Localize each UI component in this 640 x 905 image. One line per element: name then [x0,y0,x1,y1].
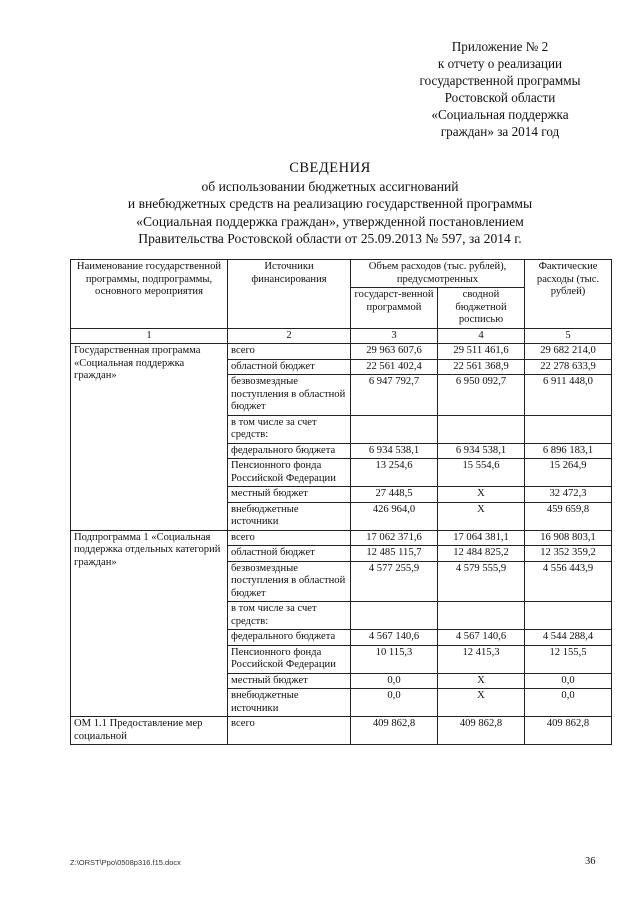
header-sources: Источники финансирования [228,260,351,329]
column-number: 2 [228,328,351,344]
actual-amount-cell: 12 352 359,2 [525,546,612,562]
actual-amount-cell [525,602,612,630]
source-cell: всего [228,344,351,360]
actual-amount-cell: 22 278 633,9 [525,359,612,375]
actual-amount-cell: 12 155,5 [525,645,612,673]
source-cell: всего [228,530,351,546]
actual-amount-cell: 6 896 183,1 [525,443,612,459]
budget-amount-cell: 409 862,8 [438,717,525,745]
document-title [70,160,590,248]
program-amount-cell: 29 963 607,6 [351,344,438,360]
header-planned-budget: сводной бюджетной росписью [438,288,525,329]
budget-amount-cell: 12 415,3 [438,645,525,673]
appendix-line: Приложение № 2 [451,39,549,54]
title-line: об использовании бюджетных ассигнований [201,178,459,194]
actual-amount-cell: 409 862,8 [525,717,612,745]
budget-amount-cell: 12 484 825,2 [438,546,525,562]
source-cell: в том числе за счет средств: [228,415,351,443]
source-cell: внебюджетные источники [228,689,351,717]
budget-amount-cell: 17 064 381,1 [438,530,525,546]
actual-amount-cell: 459 659,8 [525,502,612,530]
program-amount-cell: 4 567 140,6 [351,630,438,646]
program-name-cell: Государственная программа «Социальная поддержка граждан» [71,344,228,531]
budget-amount-cell: Х [438,673,525,689]
program-amount-cell: 12 485 115,7 [351,546,438,562]
source-cell: в том числе за счет средств: [228,602,351,630]
table-body [71,344,612,745]
column-number: 4 [438,328,525,344]
actual-amount-cell: 0,0 [525,689,612,717]
source-cell: всего [228,717,351,745]
appendix-line: к отчету о реализации [437,56,563,71]
budget-amount-cell: 6 934 538,1 [438,443,525,459]
budget-amount-cell: 15 554,6 [438,459,525,487]
appendix-line: государственной программы [419,73,581,88]
page-number: 36 [585,856,596,867]
actual-amount-cell: 29 682 214,0 [525,344,612,360]
header-actual: Фактические расходы (тыс. рублей) [525,260,612,329]
footer-file-path: Z:\ORST\Ppo\0508p316.f15.docx [70,858,181,867]
program-amount-cell: 6 947 792,7 [351,375,438,416]
budget-amount-cell: Х [438,487,525,503]
program-name-cell: Подпрограмма 1 «Социальная поддержка отдельных категорий граждан» [71,530,228,717]
title-line: и внебюджетных средств на реализацию государственной программы [127,196,533,211]
source-cell: областной бюджет [228,359,351,375]
table-row [71,717,612,745]
actual-amount-cell: 15 264,9 [525,459,612,487]
program-amount-cell: 10 115,3 [351,645,438,673]
program-amount-cell: 426 964,0 [351,502,438,530]
budget-amount-cell: 6 950 092,7 [438,375,525,416]
actual-amount-cell: 4 556 443,9 [525,561,612,602]
program-amount-cell: 409 862,8 [351,717,438,745]
source-cell: Пенсионного фонда Российской Федерации [228,459,351,487]
program-amount-cell: 13 254,6 [351,459,438,487]
source-cell: местный бюджет [228,487,351,503]
program-amount-cell: 0,0 [351,673,438,689]
program-amount-cell: 17 062 371,6 [351,530,438,546]
program-amount-cell: 22 561 402,4 [351,359,438,375]
source-cell: федерального бюджета [228,443,351,459]
title-line: «Социальная поддержка граждан», утвержденной постановлением [136,213,524,229]
appendix-line: граждан» за 2014 год [440,124,560,139]
title-line: Правительства Ростовской области от 25.09.2013 № 597, за 2014 г. [138,231,522,246]
header-planned-program: государст-венной программой [351,288,438,329]
column-number: 3 [351,328,438,344]
program-amount-cell: 27 448,5 [351,487,438,503]
program-name-cell: ОМ 1.1 Предоставление мер социальной [71,717,228,745]
actual-amount-cell: 0,0 [525,673,612,689]
actual-amount-cell: 16 908 803,1 [525,530,612,546]
source-cell: безвозмездные поступления в областной бюджет [228,375,351,416]
program-amount-cell: 6 934 538,1 [351,443,438,459]
source-cell: безвозмездные поступления в областной бюджет [228,561,351,602]
actual-amount-cell: 4 544 288,4 [525,630,612,646]
program-amount-cell: 0,0 [351,689,438,717]
actual-amount-cell: 6 911 448,0 [525,375,612,416]
budget-amount-cell: Х [438,689,525,717]
program-amount-cell: 4 577 255,9 [351,561,438,602]
column-number: 5 [525,328,612,344]
program-amount-cell [351,415,438,443]
source-cell: федерального бюджета [228,630,351,646]
budget-amount-cell: 29 511 461,6 [438,344,525,360]
budget-amount-cell [438,602,525,630]
source-cell: Пенсионного фонда Российской Федерации [228,645,351,673]
appendix-line: Ростовской области [444,90,556,105]
budget-amount-cell: Х [438,502,525,530]
table-row [71,530,612,546]
actual-amount-cell [525,415,612,443]
budget-amount-cell: 4 567 140,6 [438,630,525,646]
budget-amount-cell: 22 561 368,9 [438,359,525,375]
budget-amount-cell [438,415,525,443]
header-name: Наименование государственной программы, подпрограммы, основного мероприятия [71,260,228,329]
budget-amount-cell: 4 579 555,9 [438,561,525,602]
source-cell: местный бюджет [228,673,351,689]
appendix-block [380,38,620,140]
source-cell: внебюджетные источники [228,502,351,530]
table-row [71,344,612,360]
title-heading: СВЕДЕНИЯ [289,160,371,176]
expenditure-table [70,259,612,745]
source-cell: областной бюджет [228,546,351,562]
column-number: 1 [71,328,228,344]
appendix-line: «Социальная поддержка [431,107,569,122]
actual-amount-cell: 32 472,3 [525,487,612,503]
header-planned: Объем расходов (тыс. рублей), предусмотренных [351,260,525,288]
program-amount-cell [351,602,438,630]
